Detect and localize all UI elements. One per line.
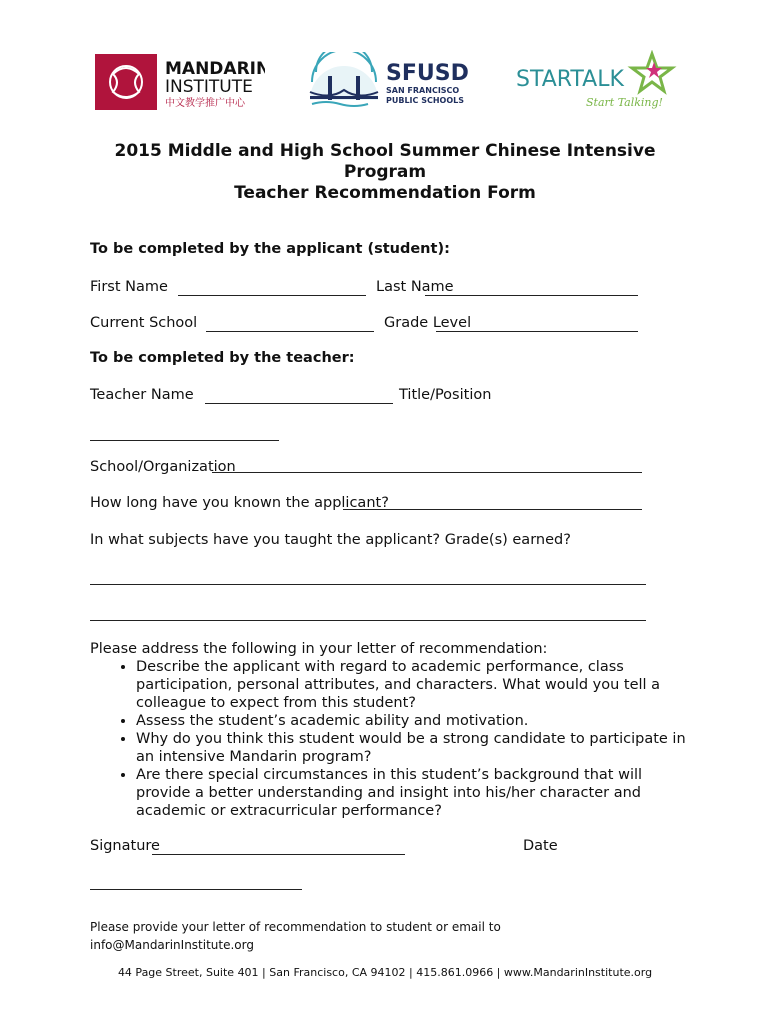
form-title-line1: 2015 Middle and High School Summer Chinese Intensive (114, 141, 656, 161)
list-item: • Assess the student’s academic ability and motivation. (136, 712, 690, 730)
sfusd-sub1: SAN FRANCISCO (386, 86, 460, 95)
date-label: Date (523, 838, 558, 854)
date-field[interactable] (90, 889, 302, 890)
school-organization-label: School/Organization (90, 459, 236, 475)
how-long-label: How long have you known the applicant? (90, 495, 389, 511)
footer-provide-text: Please provide your letter of recommendation to student or email to (90, 920, 501, 934)
footer-instructions (90, 918, 501, 954)
how-long-field[interactable] (343, 509, 642, 510)
last-name-field[interactable] (425, 295, 638, 296)
list-item: • Describe the applicant with regard to academic performance, class participation, personal attributes, and characters. What would you tell a colleague to expect from this student? (136, 658, 690, 712)
letter-intro: Please address the following in your letter of recommendation: (90, 641, 548, 657)
startalk-name: STARTALK (516, 67, 624, 92)
sfusd-logo (306, 52, 476, 112)
sfusd-sub2: PUBLIC SCHOOLS (386, 96, 464, 105)
grade-level-field[interactable] (436, 331, 638, 332)
first-name-label: First Name (90, 279, 168, 295)
teacher-name-label: Teacher Name (90, 387, 194, 403)
mi-line1: MANDARIN (165, 59, 265, 79)
mi-chinese: 中文教学推广中心 (165, 98, 245, 109)
teacher-section-heading: To be completed by the teacher: (90, 350, 355, 366)
sfusd-name: SFUSD (386, 61, 469, 86)
last-name-label: Last Name (376, 279, 454, 295)
list-item: • Why do you think this student would be a strong candidate to participate in an intensive Mandarin program? (136, 730, 690, 766)
form-title-line3: Teacher Recommendation Form (234, 183, 536, 203)
letter-instructions (90, 640, 690, 820)
startalk-tagline: Start Talking! (586, 96, 663, 109)
golden-gate-bridge-icon (310, 52, 378, 106)
teacher-name-field[interactable] (205, 403, 393, 404)
signature-field[interactable] (152, 854, 405, 855)
current-school-field[interactable] (206, 331, 374, 332)
mi-line2: INSTITUTE (165, 77, 253, 97)
subjects-field-2[interactable] (90, 620, 646, 621)
school-organization-field[interactable] (212, 472, 642, 473)
star-icon (632, 54, 672, 91)
title-position-field[interactable] (90, 440, 279, 441)
letter-bullet-list (90, 658, 690, 820)
student-section-heading: To be completed by the applicant (student): (90, 241, 450, 257)
footer-address: 44 Page Street, Suite 401 | San Francisco, CA 94102 | 415.861.0966 | www.MandarinInstitute.org (117, 966, 653, 979)
first-name-field[interactable] (178, 295, 366, 296)
startalk-logo (514, 50, 684, 112)
footer-email[interactable]: info@MandarinInstitute.org (90, 938, 254, 952)
mandarin-institute-logo (95, 52, 265, 112)
title-position-label: Title/Position (399, 387, 492, 403)
subjects-label: In what subjects have you taught the applicant? Grade(s) earned? (90, 532, 571, 548)
signature-label: Signature (90, 838, 160, 854)
grade-level-label: Grade Level (384, 315, 472, 331)
form-title-line2: Program (343, 162, 427, 182)
current-school-label: Current School (90, 315, 198, 331)
subjects-field-1[interactable] (90, 584, 646, 585)
list-item: • Are there special circumstances in this student’s background that will provide a better understanding and insight into his/her character and academic or extracurricular performance? (136, 766, 690, 820)
